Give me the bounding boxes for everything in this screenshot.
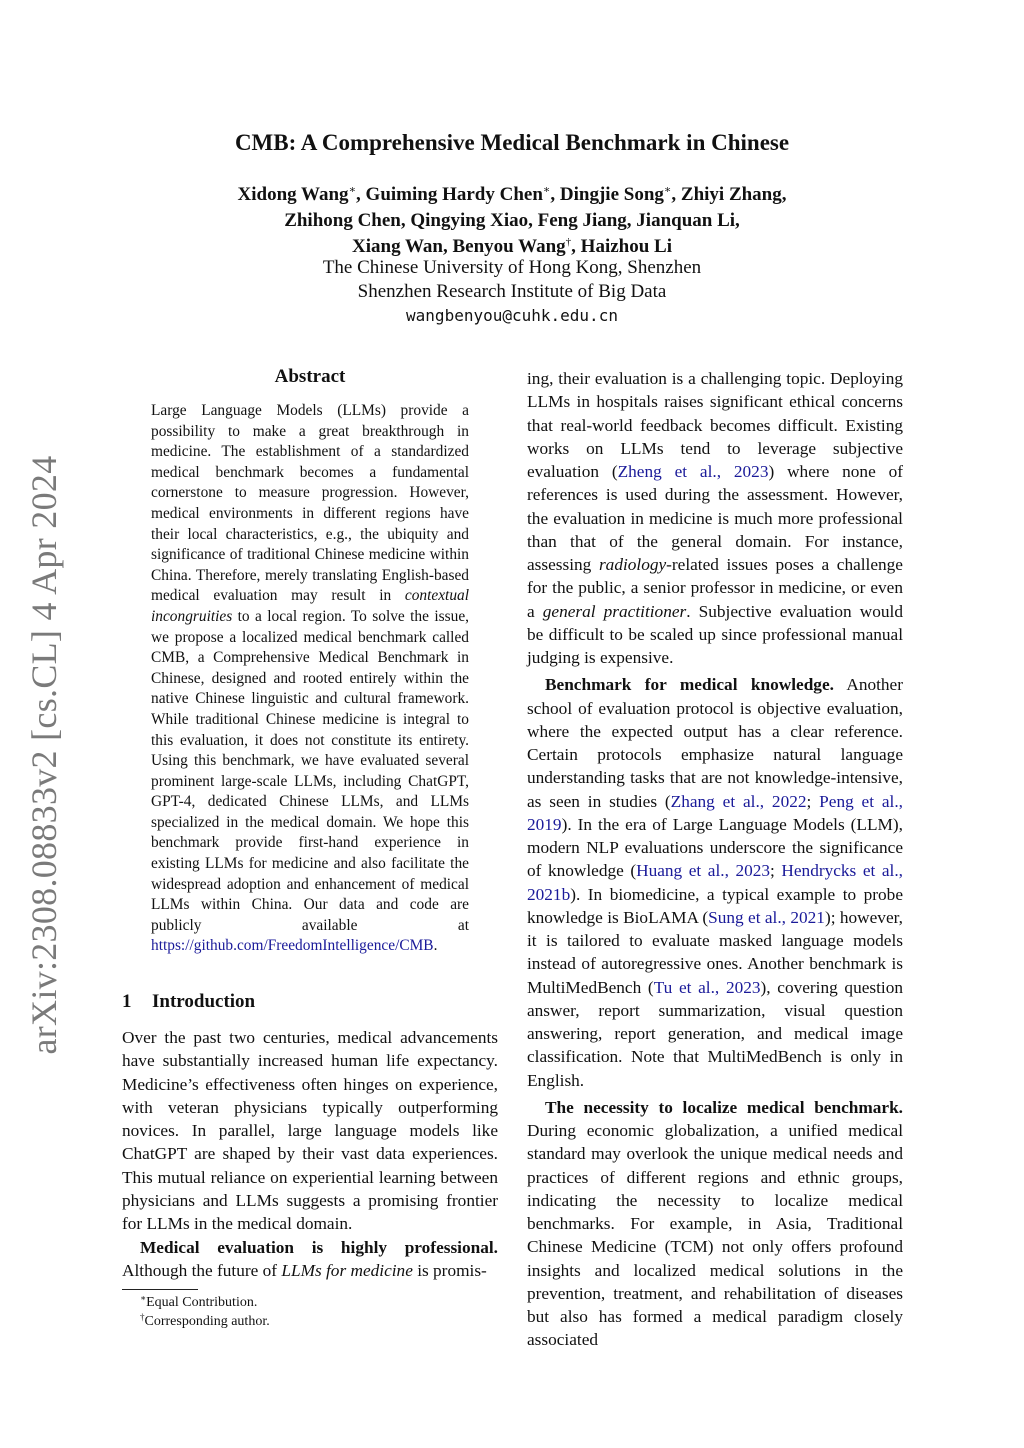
- arxiv-stamp-text: arXiv:2308.08833v2 [cs.CL] 4 Apr 2024: [24, 455, 64, 1055]
- citation-link[interactable]: Zhang et al., 2022: [670, 791, 807, 811]
- affiliations: [0, 256, 1024, 328]
- author-line-1: Xidong Wang∗, Guiming Hardy Chen∗, Dingjie Song∗, Zhiyi Zhang,: [237, 184, 787, 205]
- right-column-body: [527, 367, 903, 1352]
- paragraph-text: ). In biomedicine, a typical example to probe knowledge is BioLAMA (: [527, 884, 903, 927]
- paragraph-text: ) where none of references is used during the assessment. However, the evaluation in medicine is much more professional than that of the general domain. For instance, assessing: [527, 462, 903, 574]
- paragraph-emphasis: LLMs for medicine: [281, 1260, 413, 1280]
- left-column-body: [122, 1026, 498, 1282]
- author-name: Dingjie Song: [559, 184, 664, 205]
- paragraph-emphasis: general practitioner: [542, 601, 687, 621]
- footnote-corresponding-author: [140, 1312, 270, 1331]
- footnote-equal-contribution: [140, 1293, 270, 1312]
- paragraph-text: ;: [806, 791, 820, 811]
- paragraph-benchmark-knowledge: [527, 673, 903, 1092]
- equal-contribution-mark: ∗: [348, 184, 357, 196]
- equal-contribution-mark: ∗: [663, 184, 672, 196]
- abstract-text: Large Language Models (LLMs) provide a possibility to make a great breakthrough in medicine. The establishment of a standardized medical benchmark becomes a fundamental cornerstone to measure progression. However, medical environments in different regions have their local characteristics, e.g., the ubiquity and significance of traditional Chinese medicine within China. Therefore, merely translating English-based medical evaluation may result in: [151, 402, 469, 605]
- paragraph-text: ing, their evaluation is a challenging topic. Deploying LLMs in hospitals raises significant ethical concerns that real-world feedback becomes difficult. Existing works on LLMs tend to leverage subjective evaluation (: [527, 369, 903, 481]
- abstract-body: [151, 401, 469, 957]
- abstract-text: to a local region. To solve the issue, we propose a localized medical benchmark called CMB, a Comprehensive Medical Benchmark in Chinese, designed and rooted entirely within the native Chinese linguistic and cultural framework. While traditional Chinese medicine is integral to this evaluation, it does not constitute its entirety. Using this benchmark, we have evaluated several prominent large-scale LLMs, including ChatGPT, GPT-4, dedicated Chinese LLMs, and LLMs specialized in the medical domain. We hope this benchmark provide first-hand experience in existing LLMs for medicine and also facilitate the widespread adoption and enhancement of medical LLMs within China. Our data and code are publicly available at: [151, 607, 469, 934]
- author-list: [0, 182, 1024, 260]
- equal-contribution-mark: ∗: [542, 184, 551, 196]
- section-heading-introduction: [122, 991, 255, 1013]
- footnote-text: Equal Contribution.: [146, 1295, 258, 1310]
- author-line-2: Zhihong Chen, Qingying Xiao, Feng Jiang, Jianquan Li,: [284, 210, 740, 231]
- intro-paragraph-continued: [527, 367, 903, 669]
- author-name: Benyou Wang: [452, 236, 566, 257]
- affiliation-line: Shenzhen Research Institute of Big Data: [357, 281, 667, 302]
- footnote-mark: †: [140, 1312, 145, 1322]
- paragraph-runin-heading: Medical evaluation is highly professional.: [140, 1237, 498, 1257]
- abstract-heading: Abstract: [274, 366, 346, 387]
- paragraph-text: is promis-: [412, 1260, 487, 1280]
- author-name: Haizhou Li: [580, 236, 672, 257]
- section-number: 1: [122, 991, 132, 1012]
- citation-link[interactable]: Tu et al., 2023: [653, 977, 761, 997]
- paragraph-text: . Subjective evaluation would be difficult to be scaled up since professional manual judging is expensive.: [527, 601, 903, 667]
- footnote-mark: ∗: [140, 1293, 147, 1303]
- paragraph-text: ). In the era of Large Language Models (LLM), modern NLP evaluations underscore the significance of knowledge (: [527, 814, 903, 881]
- author-line-3: Xiang Wan, Benyou Wang†, Haizhou Li: [352, 236, 672, 257]
- footnote-divider: [122, 1289, 198, 1290]
- author-name: Xiang Wan: [352, 236, 443, 257]
- paragraph-text: ;: [770, 861, 782, 881]
- abstract-text: .: [433, 937, 438, 955]
- citation-link[interactable]: Hendrycks et al., 2021b: [527, 861, 903, 904]
- citation-link[interactable]: Sung et al., 2021: [708, 907, 825, 927]
- corresponding-author-mark: †: [565, 236, 572, 248]
- abstract-emphasis: contextual incongruities: [151, 587, 469, 625]
- intro-paragraph-1: Over the past two centuries, medical advancements have substantially increased human life expectancy. Medicine’s effectiveness often hinges on experience, with veteran physicians typically outperforming novices. In parallel, large language models like ChatGPT are shaped by their vast data experiences. This mutual reliance on experiential learning between physicians and LLMs suggests a promising frontier for LLMs in the medical domain.: [122, 1028, 498, 1234]
- arxiv-stamp: [22, 455, 66, 1055]
- paragraph-localize-benchmark: [527, 1096, 903, 1352]
- paragraph-text: Although the future of: [122, 1260, 282, 1280]
- paragraph-text: ); however, it is tailored to evaluate masked language models instead of autoregressive ones. Another benchmark is MultiMedBench (: [527, 907, 903, 997]
- paragraph-runin-heading: The necessity to localize medical benchmark.: [545, 1097, 903, 1117]
- contact-email[interactable]: wangbenyou@cuhk.edu.cn: [406, 306, 618, 325]
- footnote-text: Corresponding author.: [144, 1314, 270, 1329]
- affiliation-line: The Chinese University of Hong Kong, Shenzhen: [322, 257, 702, 278]
- citation-link[interactable]: Zheng et al., 2023: [617, 462, 769, 481]
- intro-paragraph-2: [122, 1236, 498, 1283]
- code-repo-link[interactable]: https://github.com/FreedomIntelligence/CMB: [151, 937, 434, 955]
- paper-title: CMB: A Comprehensive Medical Benchmark in Chinese: [234, 130, 790, 155]
- paragraph-text: ), covering question answer, report summarization, visual question answering, report generation, and medical image classification. Note that MultiMedBench is only in English.: [527, 977, 903, 1090]
- citation-link[interactable]: Huang et al., 2023: [636, 861, 771, 881]
- footnotes: [140, 1293, 270, 1331]
- paragraph-text: -related issues poses a challenge for the public, a senior professor in medicine, or even a: [527, 555, 903, 621]
- author-name: Xidong Wang: [237, 184, 349, 205]
- paragraph-runin-heading: Benchmark for medical knowledge.: [545, 675, 834, 695]
- paragraph-text: Another school of evaluation protocol is objective evaluation, where the expected output has a clear reference. Certain protocols emphasize natural language understanding tasks that are not knowledge-intensive, as seen in studies (: [527, 675, 903, 811]
- section-title: Introduction: [152, 991, 256, 1012]
- author-name: Guiming Hardy Chen: [365, 184, 543, 205]
- paragraph-emphasis: radiology: [598, 555, 667, 574]
- citation-link[interactable]: Peng et al., 2019: [527, 791, 903, 834]
- author-name: Zhiyi Zhang: [680, 184, 782, 205]
- paragraph-text: During economic globalization, a unified medical standard may overlook the unique medical needs and practices of different regions and ethnic groups, indicating the necessity to localize medical benchmarks. For example, in Asia, Traditional Chinese Medicine (TCM) not only offers profound insights and localized medical solutions in the prevention, treatment, and rehabilitation of diseases but also has formed a medical paradigm closely associated: [527, 1121, 903, 1350]
